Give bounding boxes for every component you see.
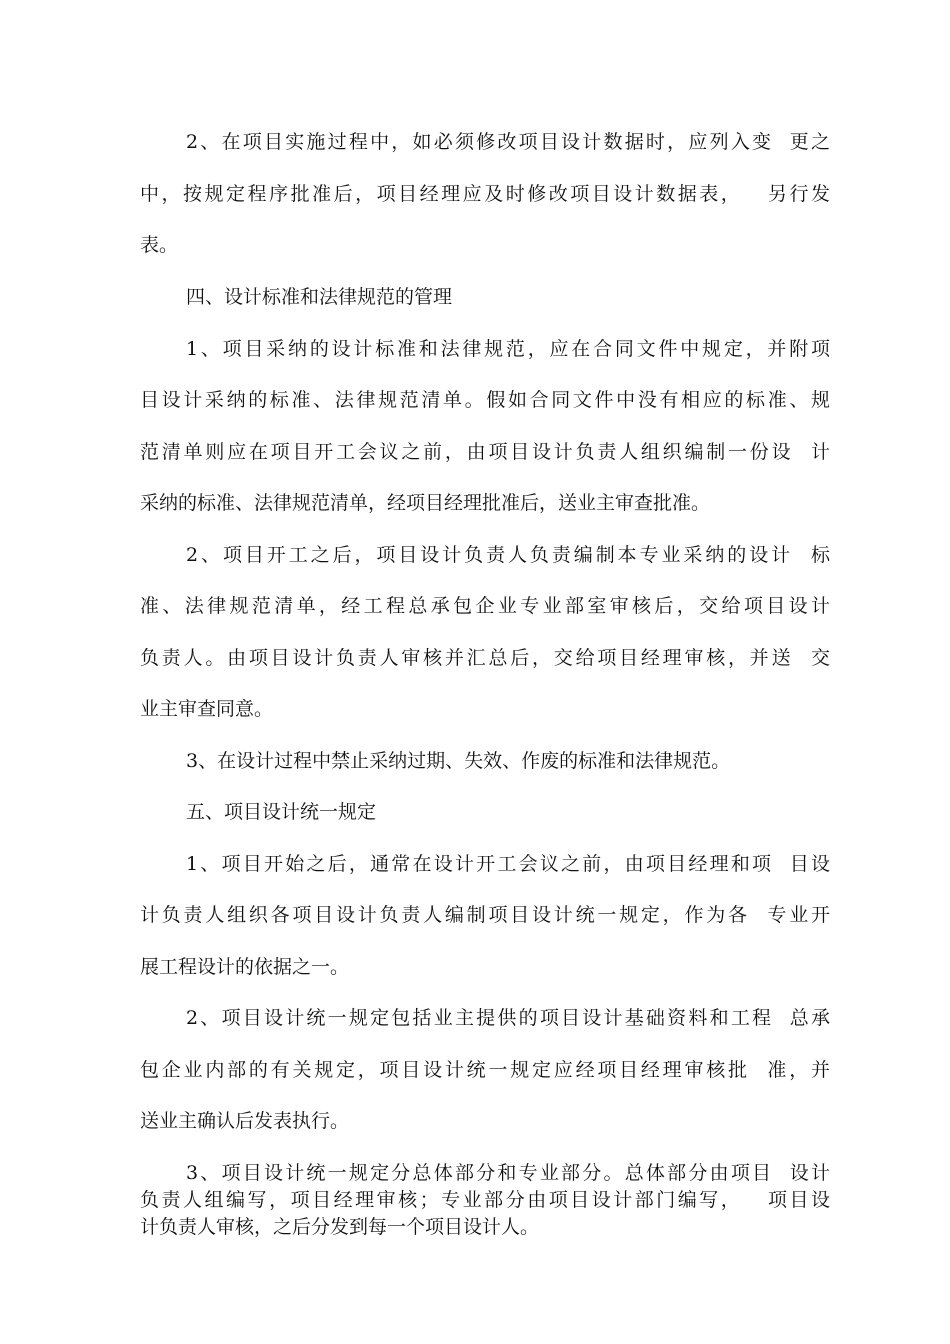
text-line: 2、项目设计统一规定包括业主提供的项目设计基础资料和工程 总承: [186, 1007, 830, 1029]
section-heading: 四、设计标准和法律规范的管理: [186, 286, 453, 308]
text-line: 送业主确认后发表执行。: [140, 1110, 350, 1132]
text-line: 3、项目设计统一规定分总体部分和专业部分。总体部分由项目 设计: [186, 1162, 830, 1184]
text-line: 包企业内部的有关规定，项目设计统一规定应经项目经理审核批 准，并: [140, 1059, 830, 1081]
text-line: 负责人。由项目设计负责人审核并汇总后，交给项目经理审核，并送 交: [140, 647, 830, 669]
text-line: 范清单则应在项目开工会议之前，由项目设计负责人组织编制一份设 计: [140, 441, 830, 463]
text-line: 1、项目开始之后，通常在设计开工会议之前，由项目经理和项 目设: [186, 853, 830, 875]
text-line: 准、法律规范清单，经工程总承包企业专业部室审核后，交给项目设计: [140, 595, 830, 617]
text-line: 1、项目采纳的设计标准和法律规范，应在合同文件中规定，并附项: [186, 338, 830, 360]
text-line: 中，按规定程序批准后，项目经理应及时修改项目设计数据表， 另行发: [140, 183, 830, 205]
text-line: 3、在设计过程中禁止采纳过期、失效、作废的标准和法律规范。: [186, 750, 731, 772]
text-line: 负责人组编写，项目经理审核；专业部分由项目设计部门编写， 项目设: [140, 1189, 830, 1211]
section-heading: 五、项目设计统一规定: [186, 801, 377, 823]
text-line: 计负责人组织各项目设计负责人编制项目设计统一规定，作为各 专业开: [140, 904, 830, 926]
text-line: 2、项目开工之后，项目设计负责人负责编制本专业采纳的设计 标: [186, 544, 830, 566]
text-line: 展工程设计的依据之一。: [140, 956, 350, 978]
text-line: 计负责人审核，之后分发到每一个项目设计人。: [140, 1216, 540, 1238]
text-line: 目设计采纳的标准、法律规范清单。假如合同文件中没有相应的标准、规: [140, 389, 830, 411]
text-line: 采纳的标准、法律规范清单，经项目经理批准后，送业主审查批准。: [140, 492, 711, 514]
text-line: 业主审查同意。: [140, 698, 274, 720]
text-line: 表。: [140, 234, 179, 256]
text-line: 2、在项目实施过程中，如必须修改项目设计数据时，应列入变 更之: [186, 131, 830, 153]
